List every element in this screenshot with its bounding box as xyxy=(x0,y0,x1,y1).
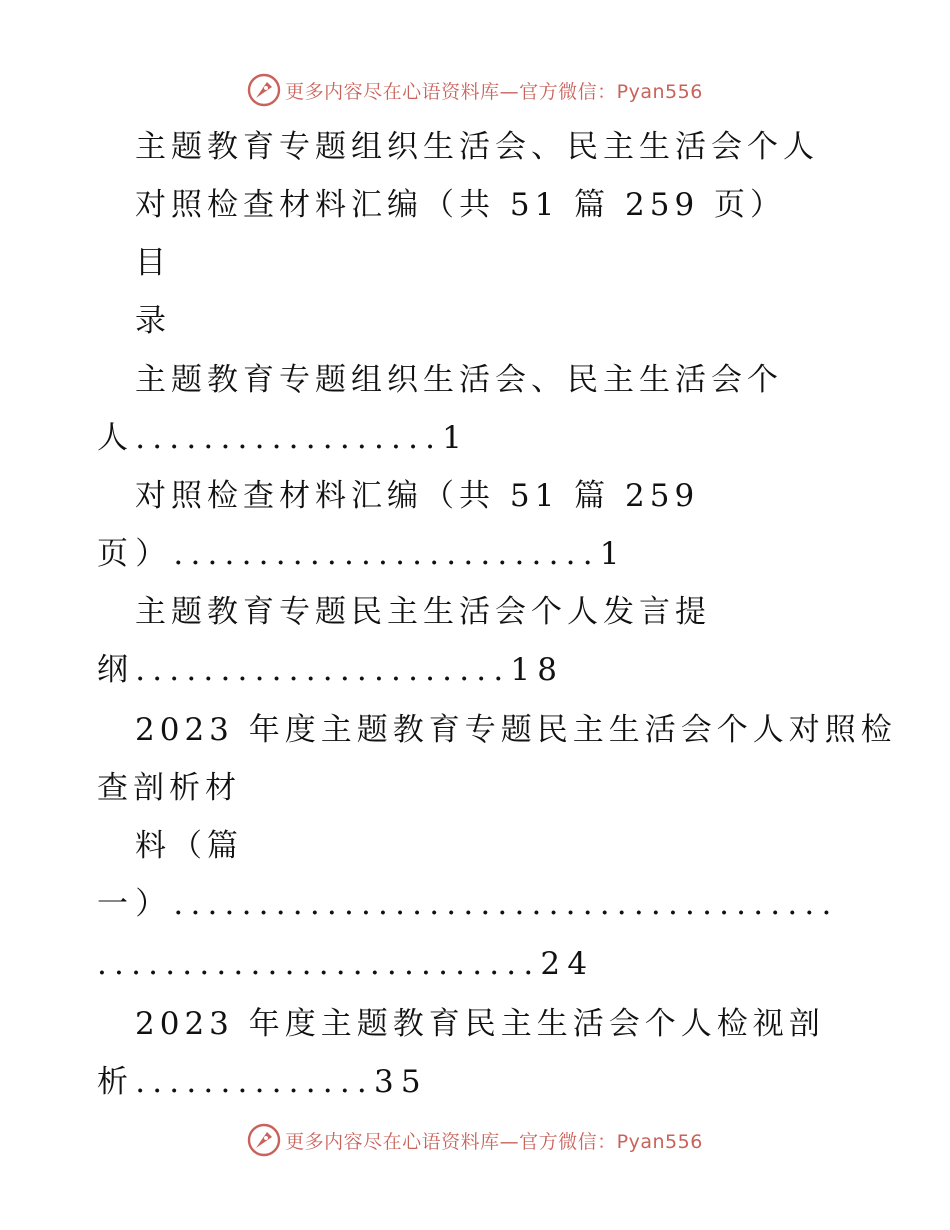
toc-heading-mu: 目 xyxy=(135,245,171,281)
toc-entry-4-line-e: ..........................24 xyxy=(97,946,595,982)
toc-entry-4-line-c: 料（篇 xyxy=(135,828,243,864)
toc-entry-1-line-b: 人..................1 xyxy=(97,420,470,456)
footer-watermark xyxy=(0,1120,950,1160)
toc-entry-1-line-a: 主题教育专题组织生活会、民主生活会个 xyxy=(135,362,783,398)
toc-heading-lu: 录 xyxy=(135,303,171,339)
toc-entry-3-line-a: 主题教育专题民主生活会个人发言提 xyxy=(135,594,711,630)
toc-entry-4-line-d: 一）....................................... xyxy=(97,886,839,922)
watermark-text: 更多内容尽在心语资料库—官方微信：Pyan556 xyxy=(285,1130,703,1153)
toc-entry-4-line-b: 查剖析材 xyxy=(97,770,241,806)
pen-nib-seal-icon xyxy=(247,73,281,107)
toc-entry-4-line-a: 2023 年度主题教育专题民主生活会个人对照检 xyxy=(135,712,897,748)
toc-entry-2-line-a: 对照检查材料汇编（共 51 篇 259 xyxy=(135,478,700,514)
toc-entry-2-line-b: 页）.........................1 xyxy=(97,536,627,572)
document-title-line-1: 主题教育专题组织生活会、民主生活会个人 xyxy=(135,129,819,165)
toc-entry-5-line-b: 析..............35 xyxy=(97,1064,428,1100)
toc-entry-5-line-a: 2023 年度主题教育民主生活会个人检视剖 xyxy=(135,1006,825,1042)
header-watermark xyxy=(0,70,950,110)
pen-nib-seal-icon xyxy=(247,1123,281,1157)
toc-entry-3-line-b: 纲......................18 xyxy=(97,652,565,688)
watermark-text: 更多内容尽在心语资料库—官方微信：Pyan556 xyxy=(285,80,703,103)
document-title-line-2: 对照检查材料汇编（共 51 篇 259 页） xyxy=(135,187,787,223)
